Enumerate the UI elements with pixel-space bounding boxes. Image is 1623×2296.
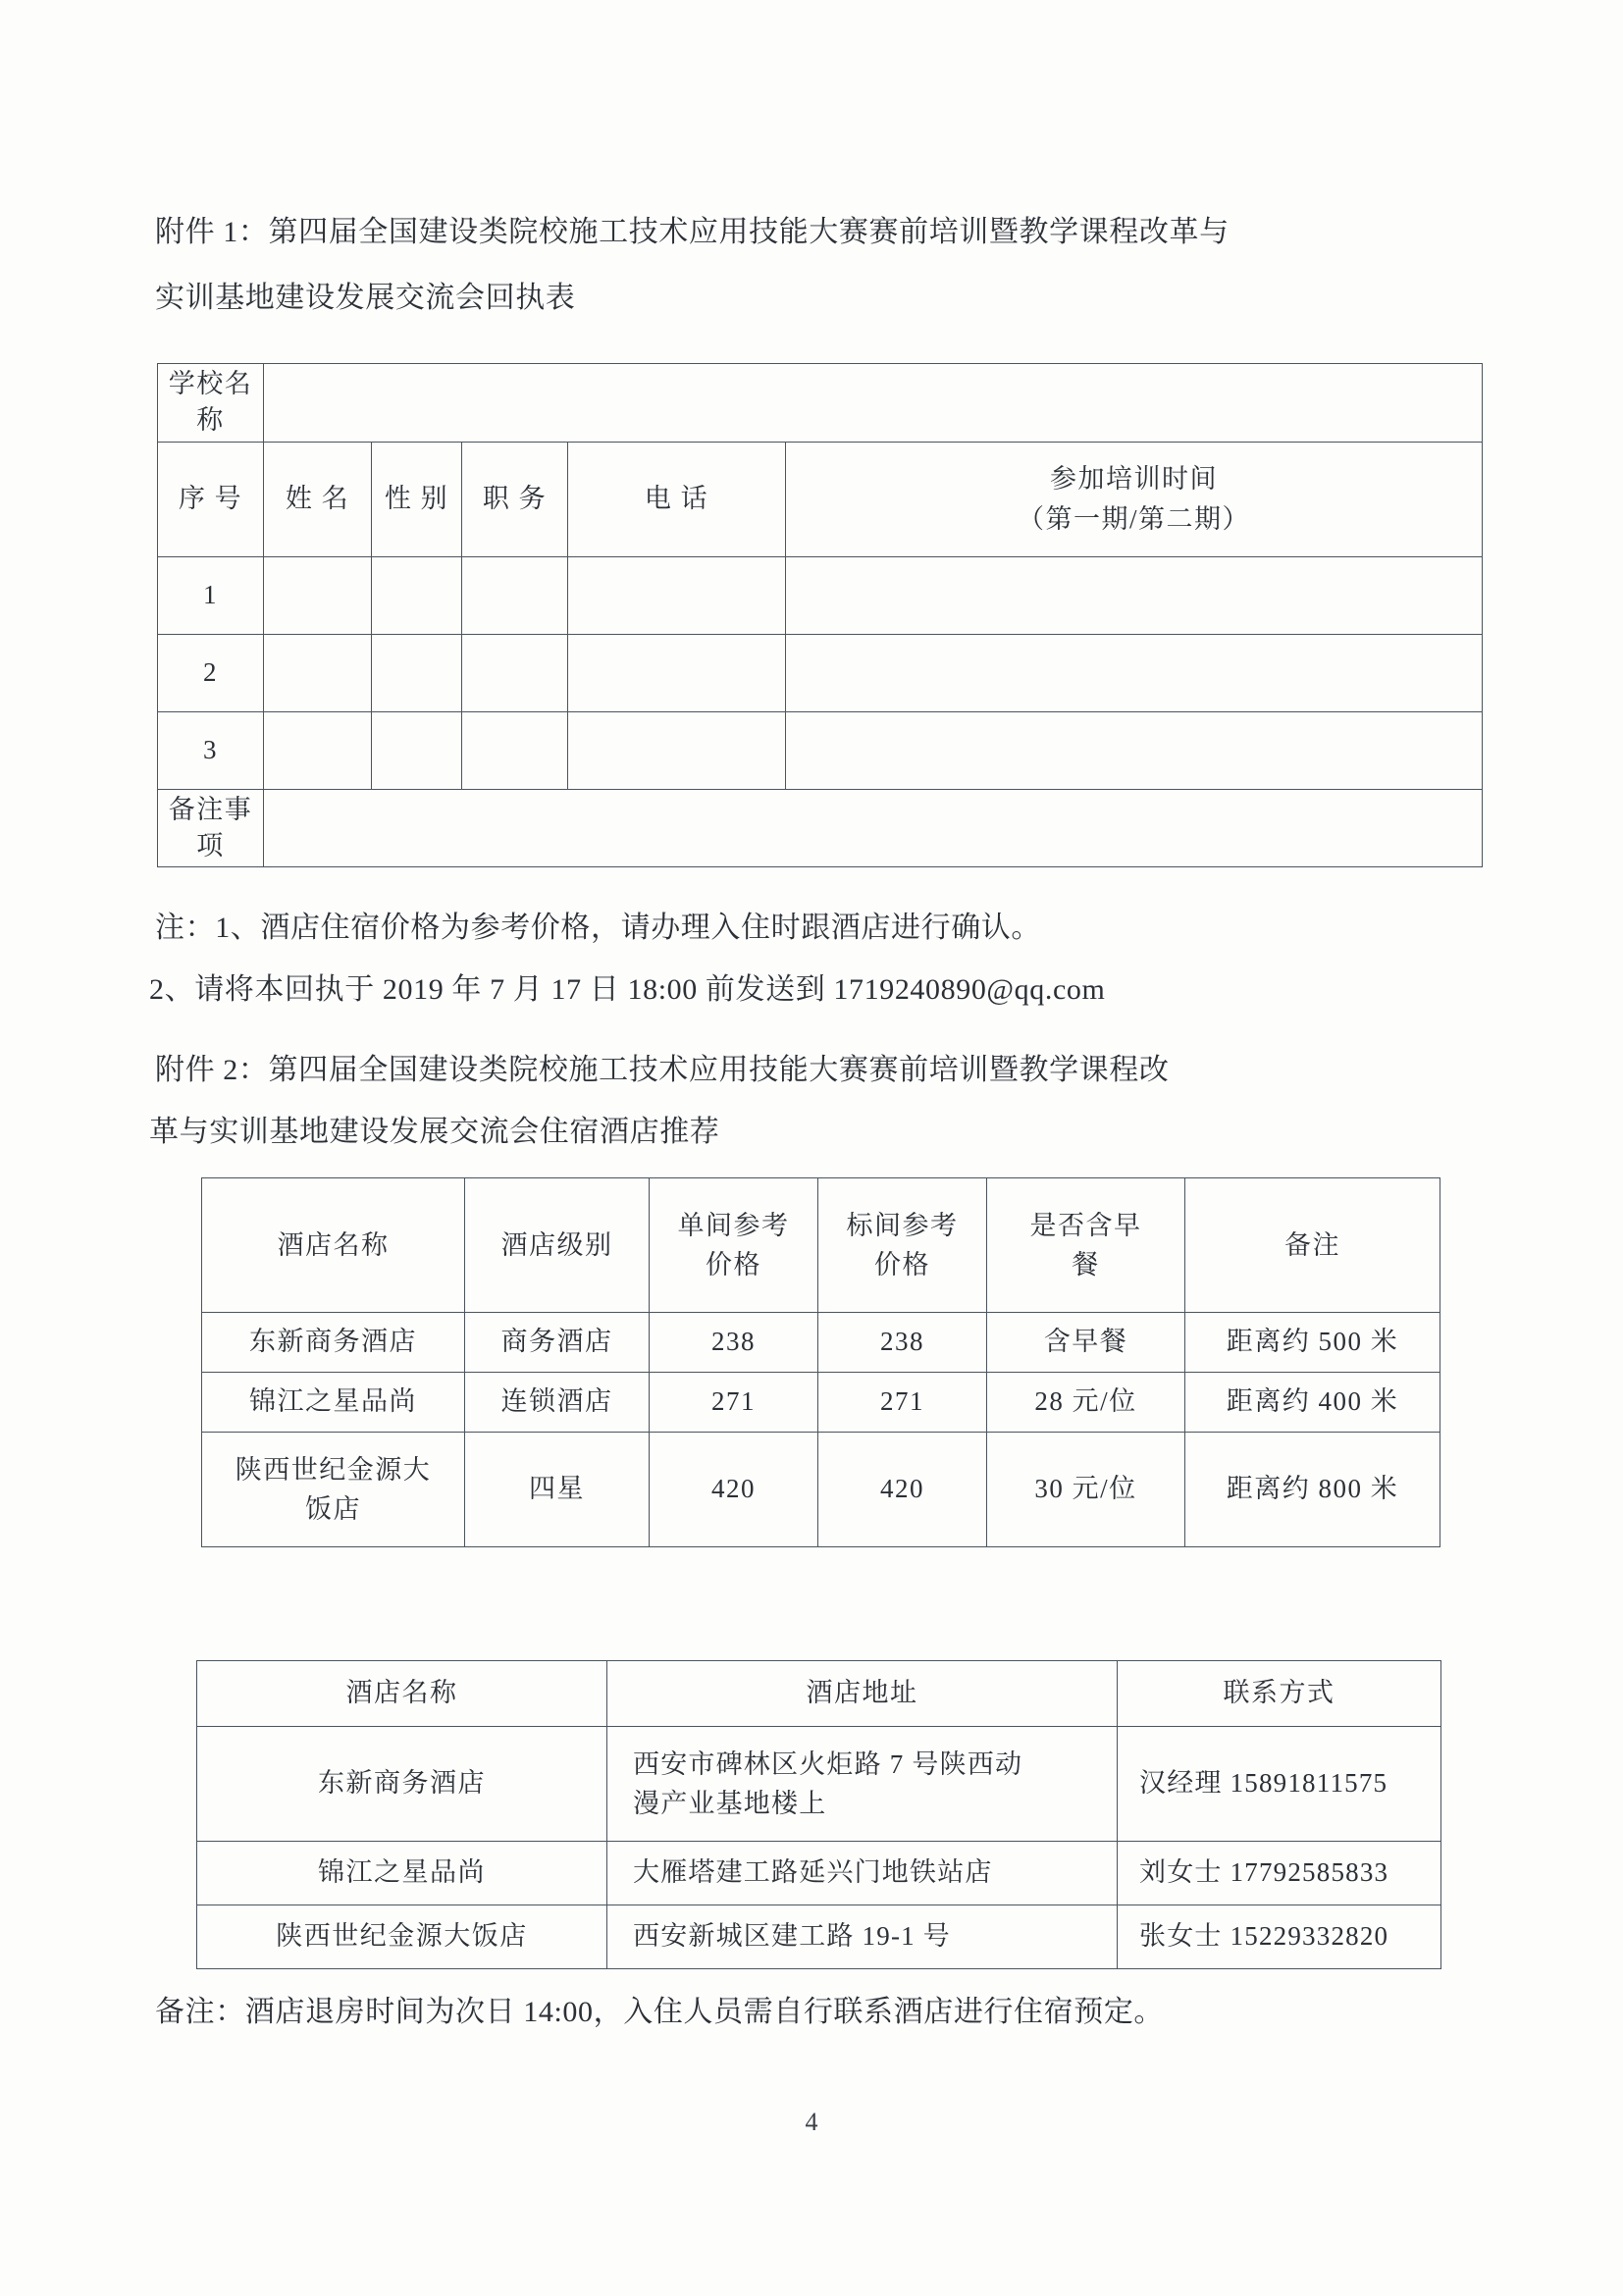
table-row xyxy=(202,1433,1440,1547)
hotel-1-breakfast: 含早餐 xyxy=(987,1313,1185,1373)
contact-column-header-contact: 联系方式 xyxy=(1118,1661,1441,1727)
contact-1-address-line1: 西安市碑林区火炬路 7 号陕西动 xyxy=(633,1748,1023,1779)
table-row-remarks xyxy=(158,789,1483,867)
row-3-session[interactable] xyxy=(786,711,1483,789)
hotel-1-name: 东新商务酒店 xyxy=(202,1313,465,1373)
hotel-header-single-line1: 单间参考 xyxy=(677,1210,790,1240)
row-1-gender[interactable] xyxy=(372,556,462,634)
hotel-header-breakfast-line2: 餐 xyxy=(1072,1250,1100,1279)
hotel-2-standard-price: 271 xyxy=(818,1373,987,1433)
hotel-3-single-price: 420 xyxy=(650,1433,818,1547)
hotel-2-level: 连锁酒店 xyxy=(465,1373,650,1433)
note-1: 注：1、酒店住宿价格为参考价格，请办理入住时跟酒店进行确认。 xyxy=(155,912,1041,944)
attachment2-heading-line1: 附件 2：第四届全国建设类院校施工技术应用技能大赛赛前培训暨教学课程改 xyxy=(155,1054,1170,1086)
attachment2-heading-line2: 革与实训基地建设发展交流会住宿酒店推荐 xyxy=(149,1116,720,1148)
training-time-line1: 参加培训时间 xyxy=(1050,464,1218,494)
hotel-column-header-standard-price xyxy=(818,1178,987,1313)
hotel-header-standard-line1: 标间参考 xyxy=(846,1210,959,1240)
row-1-no: 1 xyxy=(158,556,264,634)
row-3-phone[interactable] xyxy=(568,711,786,789)
hotel-1-remark: 距离约 500 米 xyxy=(1185,1313,1440,1373)
row-1-session[interactable] xyxy=(786,556,1483,634)
hotel-3-name-line1: 陕西世纪金源大 xyxy=(235,1454,432,1485)
contact-column-header-name: 酒店名称 xyxy=(197,1661,607,1727)
school-name-label: 学校名称 xyxy=(158,364,264,443)
contact-3-address: 西安新城区建工路 19-1 号 xyxy=(607,1905,1118,1969)
column-header-gender: 性 别 xyxy=(372,442,462,556)
row-2-no: 2 xyxy=(158,634,264,711)
contact-2-contact: 刘女士 17792585833 xyxy=(1118,1842,1441,1905)
row-1-phone[interactable] xyxy=(568,556,786,634)
row-2-session[interactable] xyxy=(786,634,1483,711)
row-3-title[interactable] xyxy=(462,711,568,789)
school-name-value[interactable] xyxy=(264,364,1483,443)
contact-1-name: 东新商务酒店 xyxy=(197,1727,607,1842)
column-header-name: 姓 名 xyxy=(264,442,372,556)
hotel-2-name: 锦江之星品尚 xyxy=(202,1373,465,1433)
hotel-header-level-line1: 酒店级别 xyxy=(500,1229,613,1260)
column-header-no: 序 号 xyxy=(158,442,264,556)
row-2-phone[interactable] xyxy=(568,634,786,711)
hotel-header-remark-line1: 备注 xyxy=(1284,1229,1340,1260)
attachment2-footnote: 备注：酒店退房时间为次日 14:00，入住人员需自行联系酒店进行住宿预定。 xyxy=(155,1996,1165,2028)
table-header-row xyxy=(158,442,1483,556)
remarks-label: 备注事项 xyxy=(158,789,264,867)
page-number: 4 xyxy=(805,2108,818,2136)
contact-2-name: 锦江之星品尚 xyxy=(197,1842,607,1905)
hotel-price-table xyxy=(201,1177,1440,1547)
contact-3-contact: 张女士 15229332820 xyxy=(1118,1905,1441,1969)
hotel-3-standard-price: 420 xyxy=(818,1433,987,1547)
receipt-form-table xyxy=(157,363,1483,867)
hotel-3-breakfast: 30 元/位 xyxy=(987,1433,1185,1547)
hotel-column-header-level xyxy=(465,1178,650,1313)
hotel-header-breakfast-line1: 是否含早 xyxy=(1029,1210,1142,1240)
note-2: 2、请将本回执于 2019 年 7 月 17 日 18:00 前发送到 1719240890@qq.com xyxy=(149,973,1106,1006)
attachment1-heading-line2: 实训基地建设发展交流会回执表 xyxy=(155,282,576,314)
table-row xyxy=(158,556,1483,634)
hotel-1-single-price: 238 xyxy=(650,1313,818,1373)
contact-column-header-address: 酒店地址 xyxy=(607,1661,1118,1727)
table-header-row xyxy=(202,1178,1440,1313)
hotel-2-single-price: 271 xyxy=(650,1373,818,1433)
table-row xyxy=(158,634,1483,711)
row-2-gender[interactable] xyxy=(372,634,462,711)
row-2-title[interactable] xyxy=(462,634,568,711)
row-3-name[interactable] xyxy=(264,711,372,789)
table-row xyxy=(197,1727,1441,1842)
hotel-column-header-remark xyxy=(1185,1178,1440,1313)
table-row xyxy=(197,1905,1441,1969)
row-1-name[interactable] xyxy=(264,556,372,634)
hotel-3-remark: 距离约 800 米 xyxy=(1185,1433,1440,1547)
hotel-contact-table xyxy=(196,1660,1441,1969)
row-3-gender[interactable] xyxy=(372,711,462,789)
table-row-school xyxy=(158,364,1483,443)
row-3-no: 3 xyxy=(158,711,264,789)
table-row xyxy=(202,1313,1440,1373)
hotel-column-header-single-price xyxy=(650,1178,818,1313)
training-time-line2: （第一期/第二期） xyxy=(1018,503,1251,534)
table-header-row xyxy=(197,1661,1441,1727)
hotel-column-header-name xyxy=(202,1178,465,1313)
contact-1-address xyxy=(607,1727,1118,1842)
column-header-title: 职 务 xyxy=(462,442,568,556)
hotel-1-level: 商务酒店 xyxy=(465,1313,650,1373)
hotel-column-header-breakfast xyxy=(987,1178,1185,1313)
hotel-2-breakfast: 28 元/位 xyxy=(987,1373,1185,1433)
attachment1-heading-line1: 附件 1：第四届全国建设类院校施工技术应用技能大赛赛前培训暨教学课程改革与 xyxy=(155,216,1230,248)
row-1-title[interactable] xyxy=(462,556,568,634)
table-row xyxy=(197,1842,1441,1905)
contact-3-name: 陕西世纪金源大饭店 xyxy=(197,1905,607,1969)
hotel-header-single-line2: 价格 xyxy=(706,1250,761,1279)
hotel-header-standard-line2: 价格 xyxy=(874,1250,930,1279)
hotel-header-name-line1: 酒店名称 xyxy=(277,1229,390,1260)
column-header-phone: 电 话 xyxy=(568,442,786,556)
hotel-2-remark: 距离约 400 米 xyxy=(1185,1373,1440,1433)
hotel-3-name-line2: 饭店 xyxy=(305,1494,361,1524)
hotel-3-name xyxy=(202,1433,465,1547)
contact-1-address-line2: 漫产业基地楼上 xyxy=(633,1789,827,1818)
remarks-value[interactable] xyxy=(264,789,1483,867)
table-row xyxy=(158,711,1483,789)
hotel-3-level: 四星 xyxy=(465,1433,650,1547)
column-header-training-time xyxy=(786,442,1483,556)
contact-2-address: 大雁塔建工路延兴门地铁站店 xyxy=(607,1842,1118,1905)
table-row xyxy=(202,1373,1440,1433)
contact-1-contact: 汉经理 15891811575 xyxy=(1118,1727,1441,1842)
row-2-name[interactable] xyxy=(264,634,372,711)
hotel-1-standard-price: 238 xyxy=(818,1313,987,1373)
